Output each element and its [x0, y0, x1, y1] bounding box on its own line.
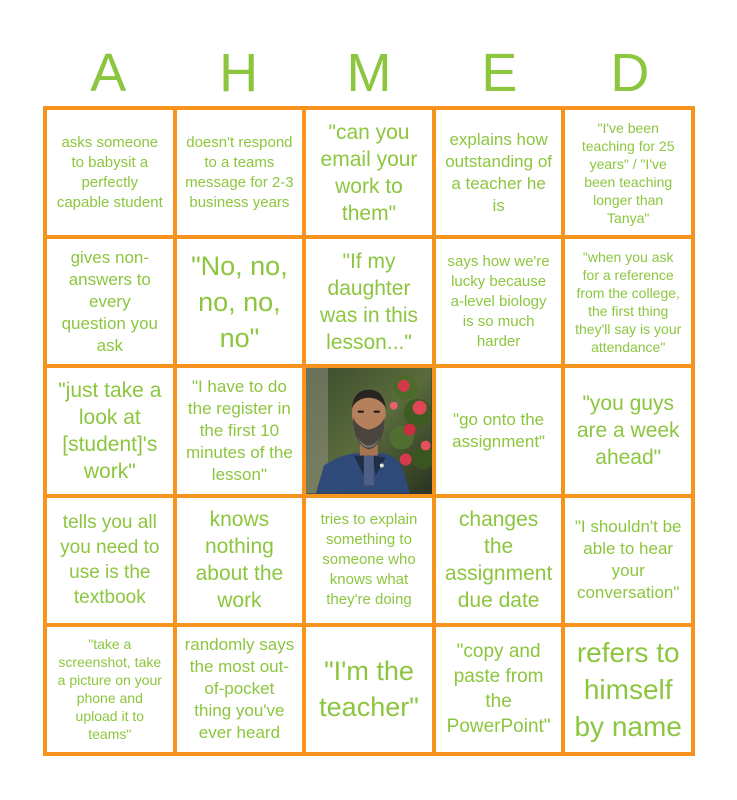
header-letter-e: E — [481, 43, 518, 103]
bingo-cell-3-5[interactable] — [563, 366, 693, 495]
cell-text: "go onto the assignment" — [452, 409, 546, 451]
bingo-cell-1-3[interactable] — [304, 108, 434, 237]
bingo-cell-2-1[interactable] — [45, 237, 175, 366]
bingo-cell-3-1[interactable] — [45, 366, 175, 495]
cell-text: "can you email your work to them" — [320, 120, 418, 225]
bingo-cell-3-2[interactable] — [175, 366, 305, 495]
bingo-cell-5-3[interactable] — [304, 625, 434, 754]
cell-text: "copy and paste from the PowerPoint" — [446, 641, 551, 738]
bingo-cell-1-1[interactable] — [45, 108, 175, 237]
cell-text: "I shouldn't be able to hear your conversation" — [574, 517, 682, 603]
header-letter-h: H — [219, 43, 259, 103]
cell-text: "If my daughter was in this lesson..." — [319, 249, 419, 354]
bingo-cell-3-4[interactable] — [434, 366, 564, 495]
cell-text: "when you ask for a reference from the college, the first thing they'll say is your attendance" — [575, 248, 682, 355]
bingo-cell-4-4[interactable] — [434, 496, 564, 625]
cell-text: "No, no, no, no, no" — [191, 250, 288, 353]
cell-text: refers to himself by name — [574, 636, 682, 742]
bingo-cell-5-1[interactable] — [45, 625, 175, 754]
header-letter-a: A — [90, 43, 127, 103]
cell-text: tries to explain something to someone who knows what they're doing — [320, 511, 418, 609]
cell-text: gives non-answers to every question you ask — [61, 247, 158, 355]
bingo-free-space[interactable] — [304, 366, 434, 495]
bingo-cell-1-2[interactable] — [175, 108, 305, 237]
cell-text: "take a screenshot, take a picture on your phone and upload it to teams" — [57, 636, 162, 743]
bingo-cell-4-3[interactable] — [304, 496, 434, 625]
cell-text: "I'm the teacher" — [319, 656, 419, 723]
header-letter-d: D — [610, 43, 650, 103]
cell-text: says how we're lucky because a-level biology is so much harder — [447, 252, 550, 350]
bingo-board — [43, 106, 695, 756]
cell-text: knows nothing about the work — [195, 508, 284, 613]
cell-text: doesn't respond to a teams message for 2-3 business years — [185, 133, 294, 211]
bingo-cell-2-5[interactable] — [563, 237, 693, 366]
bingo-cell-5-5[interactable] — [563, 625, 693, 754]
bingo-cell-2-4[interactable] — [434, 237, 564, 366]
cell-text: "you guys are a week ahead" — [576, 392, 680, 470]
header-letter-m: M — [346, 43, 392, 103]
portrait-image — [306, 368, 432, 493]
bingo-cell-1-4[interactable] — [434, 108, 564, 237]
bingo-cell-2-2[interactable] — [175, 237, 305, 366]
cell-text: "just take a look at [student]'s work" — [58, 378, 162, 483]
bingo-cell-5-2[interactable] — [175, 625, 305, 754]
cell-text: tells you all you need to use is the textbook — [60, 512, 160, 609]
bingo-cell-4-5[interactable] — [563, 496, 693, 625]
bingo-cell-1-5[interactable] — [563, 108, 693, 237]
cell-text: explains how outstanding of a teacher he is — [445, 129, 552, 215]
bingo-header — [43, 40, 695, 106]
bingo-cell-4-1[interactable] — [45, 496, 175, 625]
bingo-cell-4-2[interactable] — [175, 496, 305, 625]
cell-text: asks someone to babysit a perfectly capable student — [56, 133, 163, 211]
cell-text: "I have to do the register in the first 10 minutes of the lesson" — [186, 376, 293, 484]
cell-text: randomly says the most out-of-pocket thing you've ever heard — [184, 635, 295, 743]
bingo-cell-5-4[interactable] — [434, 625, 564, 754]
bingo-cell-2-3[interactable] — [304, 237, 434, 366]
teacher-photo — [306, 368, 432, 493]
cell-text: "I've been teaching for 25 years" / "I've been teaching longer than Tanya" — [581, 119, 675, 226]
cell-text: changes the assignment due date — [444, 508, 553, 613]
